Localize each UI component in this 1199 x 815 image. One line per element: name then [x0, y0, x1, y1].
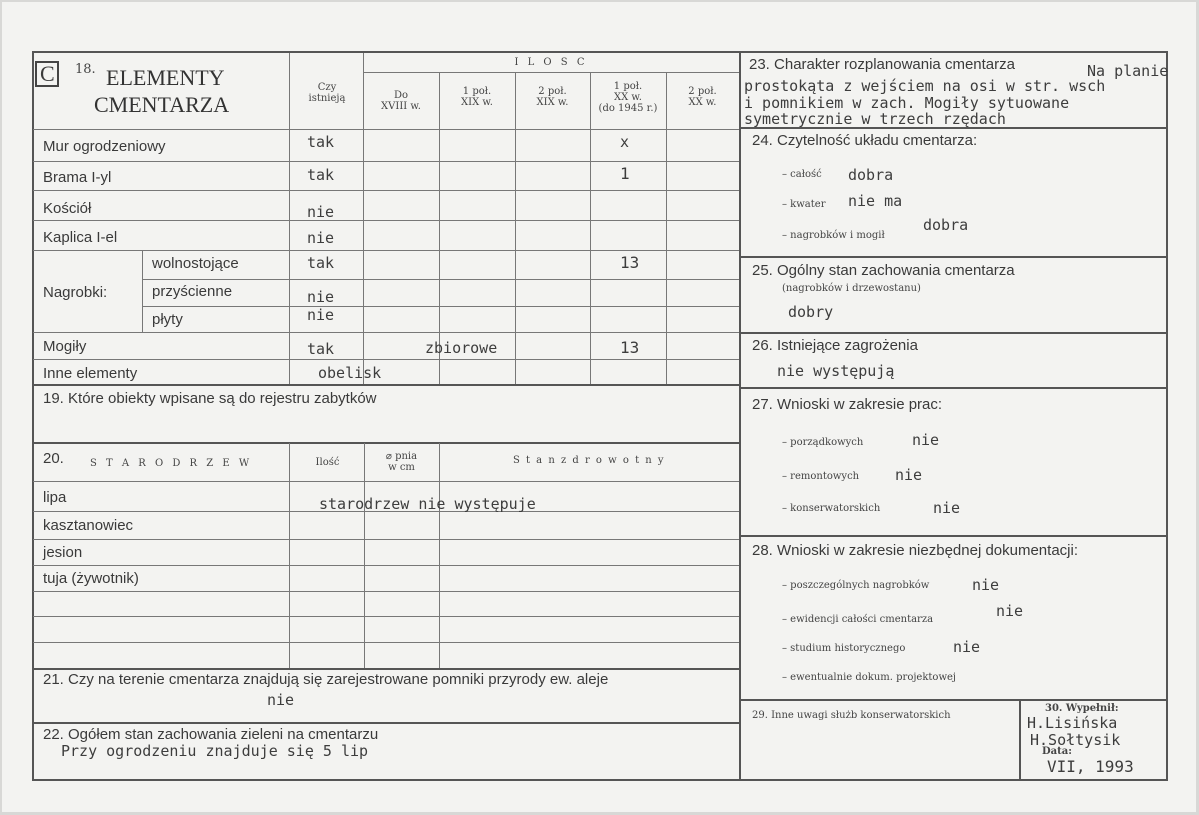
s23-line2: prostokąta z wejściem na osi w str. wsch — [744, 77, 1106, 95]
s23-line4: symetrycznie w trzech rzędach — [744, 110, 1006, 128]
s19-label: 19. Które obiekty wpisane są do rejestru zabytków — [43, 390, 377, 407]
row-line — [33, 129, 739, 130]
row-label-nagrobki: Nagrobki: — [43, 284, 108, 301]
tree-row-tuja: tuja (żywotnik) — [43, 570, 139, 587]
col-line — [289, 443, 290, 669]
row-line — [142, 279, 739, 280]
s21-value: nie — [267, 691, 295, 709]
row-qty-wolnostojace: 13 — [620, 253, 640, 272]
period-header-2: 1 poł. XIX w. — [461, 86, 493, 108]
s29-label: 29. Inne uwagi służb konserwatorskich — [752, 710, 951, 721]
s27-rem-value: nie — [895, 466, 923, 484]
s20-col-health: S t a n z d r o w o t n y — [512, 455, 666, 466]
s20-col-qty: Ilość — [315, 457, 340, 468]
col-ilosc-header: I L O S C — [514, 57, 588, 68]
s20-title: S T A R O D R Z E W — [90, 458, 253, 469]
row-line — [33, 332, 739, 333]
col-line — [289, 53, 290, 384]
section-line — [33, 384, 739, 386]
row-label-mogily: Mogiły — [43, 338, 87, 355]
row-label-przyscienne: przyścienne — [152, 283, 233, 300]
s26-value: nie występują — [777, 362, 895, 380]
row-exists-przyscienne: nie — [307, 288, 335, 306]
row-qty-mur: x — [620, 133, 630, 151]
row-line — [33, 539, 739, 540]
s30-date-value: VII, 1993 — [1047, 757, 1134, 776]
record-card — [2, 2, 1196, 812]
row-line — [33, 190, 739, 191]
s24-nagrobkow-value: dobra — [923, 216, 969, 234]
s24-nagrobkow-label: – nagrobków i mogił — [782, 230, 885, 241]
s21-label: 21. Czy na terenie cmentarza znajdują się zarejestrowane pomniki przyrody ew. aleje — [43, 671, 609, 688]
card-letter: C — [40, 61, 55, 86]
s28-d-label: – ewentualnie dokum. projektowej — [782, 672, 957, 683]
card-letter-box — [35, 61, 59, 87]
section-line — [740, 699, 1168, 701]
s24-kwater-label: – kwater — [782, 199, 826, 210]
row-label-mur: Mur ogrodzeniowy — [43, 138, 166, 155]
s24-calosc-label: – całość — [782, 169, 822, 180]
s27-porz-label: – porządkowych — [782, 437, 864, 448]
s28-label: 28. Wnioski w zakresie niezbędnej dokumentacji: — [752, 542, 1078, 559]
s27-kons-value: nie — [933, 499, 961, 517]
row-qty-brama: 1 — [620, 164, 630, 183]
section-line — [740, 127, 1168, 129]
row-label-kaplica: Kaplica I-el — [43, 229, 118, 246]
s30-label: 30. Wypełnił: — [1045, 703, 1119, 714]
s25-value: dobry — [788, 303, 834, 321]
section-line — [740, 332, 1168, 334]
row-label-wolnostojace: wolnostojące — [152, 255, 239, 272]
row-line — [33, 481, 739, 482]
row-line — [33, 591, 739, 592]
tree-row-lipa: lipa — [43, 489, 67, 506]
ilosc-header-line — [363, 72, 739, 73]
s28-b-label: – ewidencji całości cmentarza — [782, 614, 934, 625]
row-line — [142, 306, 739, 307]
row-exists-plyty: nie — [307, 306, 335, 324]
section-line — [33, 442, 739, 444]
tree-row-kasztanowiec: kasztanowiec — [43, 517, 134, 534]
period-header-1: Do XVIII w. — [381, 90, 421, 112]
row-line — [33, 565, 739, 566]
s23-label: 23. Charakter rozplanowania cmentarza — [749, 56, 1015, 73]
s23-line1: Na planie — [1087, 62, 1169, 80]
tree-row-jesion: jesion — [43, 544, 83, 561]
s27-kons-label: – konserwatorskich — [782, 503, 881, 514]
section-line — [33, 668, 739, 670]
row-label-plyty: płyty — [152, 311, 183, 328]
section-18-title-line1: ELEMENTY — [106, 65, 225, 90]
s20-col-diameter: ⌀ pnia w cm — [385, 451, 418, 473]
s24-label: 24. Czytelność układu cmentarza: — [752, 132, 978, 149]
nagrobki-divider — [142, 250, 143, 332]
row-value-inne: obelisk — [318, 364, 382, 382]
s20-number: 20. — [43, 450, 64, 467]
row-note-mogily: zbiorowe — [425, 339, 498, 357]
s28-a-label: – poszczególnych nagrobków — [782, 580, 930, 591]
col-exists-header: Czy istnieją — [308, 82, 346, 104]
s22-value: Przy ogrodzeniu znajduje się 5 lip — [61, 742, 369, 760]
s27-rem-label: – remontowych — [782, 471, 860, 482]
row-line — [33, 161, 739, 162]
s28-c-value: nie — [953, 638, 981, 656]
col-line — [515, 72, 516, 384]
col-line — [364, 443, 365, 669]
s24-kwater-value: nie ma — [848, 192, 903, 210]
section-line — [33, 722, 739, 724]
col-line — [439, 72, 440, 384]
section-18-number: 18. — [75, 62, 96, 77]
s23-line3: i pomnikiem w zach. Mogiły sytuowane — [744, 94, 1070, 112]
s22-label: 22. Ogółem stan zachowania zieleni na cmentarzu — [43, 726, 379, 743]
s27-porz-value: nie — [912, 431, 940, 449]
row-line — [33, 616, 739, 617]
row-label-inne: Inne elementy — [43, 365, 138, 382]
row-qty-mogily: 13 — [620, 338, 640, 357]
s26-label: 26. Istniejące zagrożenia — [752, 337, 918, 354]
row-exists-wolnostojace: tak — [307, 254, 335, 272]
s28-c-label: – studium historycznego — [782, 643, 906, 654]
row-line — [33, 250, 739, 251]
row-label-kosciol: Kościół — [43, 200, 92, 217]
row-line — [33, 642, 739, 643]
col-line — [590, 72, 591, 384]
row-exists-mogily: tak — [307, 340, 335, 358]
row-exists-kosciol: nie — [307, 203, 335, 221]
row-exists-brama: tak — [307, 166, 335, 184]
s28-a-value: nie — [972, 576, 1000, 594]
section-line — [740, 387, 1168, 389]
col-line — [666, 72, 667, 384]
s27-label: 27. Wnioski w zakresie prac: — [752, 396, 943, 413]
row-label-brama: Brama I-yl — [43, 169, 112, 186]
s25-label: 25. Ogólny stan zachowania cmentarza — [752, 262, 1015, 279]
column-divider — [739, 51, 741, 781]
section-line — [740, 535, 1168, 537]
period-header-3: 2 poł. XIX w. — [536, 86, 569, 108]
row-line — [33, 220, 739, 221]
period-header-4: 1 poł. XX w. (do 1945 r.) — [598, 81, 658, 114]
col-line — [439, 443, 440, 669]
s30-divider — [1019, 700, 1021, 781]
section-18-title-line2: CMENTARZA — [94, 92, 230, 117]
period-header-5: 2 poł. XX w. — [688, 86, 717, 108]
s30-name1: H.Lisińska — [1027, 714, 1118, 732]
row-exists-mur: tak — [307, 133, 335, 151]
s25-sub: (nagrobków i drzewostanu) — [782, 283, 921, 294]
s30-date-label: Data: — [1042, 746, 1072, 757]
s20-note: starodrzew nie występuje — [319, 495, 536, 513]
section-line — [740, 256, 1168, 258]
row-line — [33, 359, 739, 360]
s30-name2: H.Sołtysik — [1030, 731, 1121, 749]
s24-calosc-value: dobra — [848, 166, 894, 184]
s28-b-value: nie — [996, 602, 1024, 620]
row-exists-kaplica: nie — [307, 229, 335, 247]
